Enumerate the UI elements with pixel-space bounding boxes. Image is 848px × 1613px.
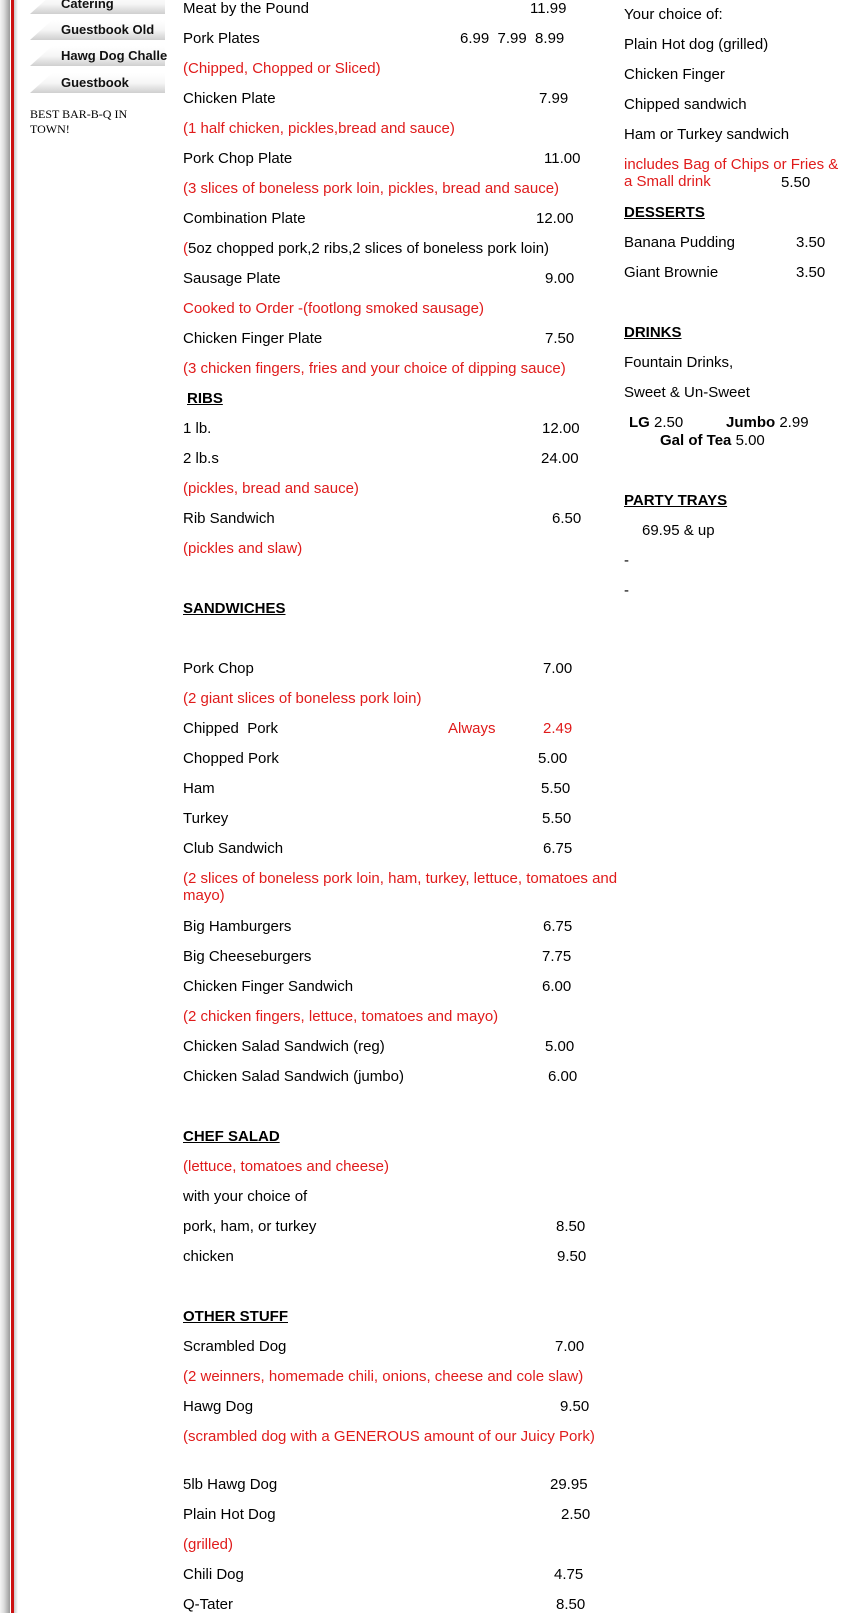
item-price: 9.50 bbox=[560, 1398, 590, 1415]
section-heading-ribs: RIBS bbox=[187, 390, 223, 407]
item-name: Chicken Finger Sandwich bbox=[183, 978, 354, 995]
always-label: Always bbox=[448, 720, 496, 737]
item-price: 3.50 bbox=[796, 264, 826, 281]
item-note: Cooked to Order -(footlong smoked sausage) bbox=[183, 300, 484, 317]
party-trays-price: 69.95 & up bbox=[642, 522, 715, 539]
section-heading-desserts: DESSERTS bbox=[624, 204, 705, 221]
drink-size-lg bbox=[629, 414, 683, 431]
item-note: (pickles and slaw) bbox=[183, 540, 303, 557]
item-name: Chicken Plate bbox=[183, 90, 276, 107]
item-name: Pork Plates bbox=[183, 30, 260, 47]
item-note: (3 chicken fingers, fries and your choice of dipping sauce) bbox=[183, 360, 566, 377]
item-name: Sausage Plate bbox=[183, 270, 281, 287]
includes-note: includes Bag of Chips or Fries & a Small drink bbox=[624, 156, 839, 190]
item-price: 7.50 bbox=[545, 330, 575, 347]
choice-item: Chipped sandwich bbox=[624, 96, 747, 113]
item-price: 11.00 bbox=[544, 150, 581, 167]
item-note: (Chipped, Chopped or Sliced) bbox=[183, 60, 381, 77]
item-name: Pork Chop bbox=[183, 660, 254, 677]
drink-size-jumbo bbox=[726, 414, 809, 431]
item-note: (grilled) bbox=[183, 1536, 234, 1553]
item-name: Combination Plate bbox=[183, 210, 306, 227]
item-price: 12.00 bbox=[536, 210, 574, 227]
item-price: 5.00 bbox=[545, 1038, 575, 1055]
item-price: 29.95 bbox=[550, 1476, 588, 1493]
includes-price: 5.50 bbox=[781, 174, 811, 191]
item-note: (3 slices of boneless pork loin, pickles, bread and sauce) bbox=[183, 180, 560, 197]
size-label: LG bbox=[629, 414, 650, 431]
item-price: 6.50 bbox=[552, 510, 582, 527]
item-price: 4.75 bbox=[554, 1566, 584, 1583]
item-name: Club Sandwich bbox=[183, 840, 284, 857]
item-price: 9.00 bbox=[545, 270, 575, 287]
dash-text: - bbox=[624, 552, 629, 569]
nav-guestbook[interactable] bbox=[30, 73, 165, 93]
nav-guestbook-old[interactable] bbox=[30, 20, 165, 40]
item-note: (2 weinners, homemade chili, onions, cheese and cole slaw) bbox=[183, 1368, 584, 1385]
size-price: 2.50 bbox=[654, 414, 684, 431]
item-name: pork, ham, or turkey bbox=[183, 1218, 317, 1235]
item-name: 1 lb. bbox=[183, 420, 212, 437]
nav-catering[interactable] bbox=[30, 0, 165, 14]
item-name: Chicken Finger Plate bbox=[183, 330, 323, 347]
note-text: 5oz chopped pork,2 ribs,2 slices of boneless pork loin) bbox=[188, 240, 550, 257]
item-price: 7.99 bbox=[539, 90, 569, 107]
item-price: 3.50 bbox=[796, 234, 826, 251]
choice-heading: Your choice of: bbox=[624, 6, 723, 23]
item-note: (lettuce, tomatoes and cheese) bbox=[183, 1158, 389, 1175]
size-price: 2.99 bbox=[779, 414, 809, 431]
item-note: (2 chicken fingers, lettuce, tomatoes and mayo) bbox=[183, 1008, 499, 1025]
item-note: (scrambled dog with a GENEROUS amount of our Juicy Pork) bbox=[183, 1428, 595, 1445]
choice-text: with your choice of bbox=[183, 1188, 308, 1205]
section-heading-other-stuff: OTHER STUFF bbox=[183, 1308, 288, 1325]
nav-hawg-dog-challenge[interactable] bbox=[30, 46, 168, 66]
item-name: Big Hamburgers bbox=[183, 918, 292, 935]
item-price: 6.99 7.99 8.99 bbox=[460, 30, 565, 47]
section-heading-party-trays: PARTY TRAYS bbox=[624, 492, 728, 509]
nav-label: Catering bbox=[61, 0, 114, 11]
item-name: chicken bbox=[183, 1248, 234, 1265]
left-border-shadow bbox=[14, 0, 18, 1613]
item-price: 5.50 bbox=[542, 810, 572, 827]
nav-label: Hawg Dog Challe bbox=[61, 48, 168, 63]
left-border-decoration bbox=[0, 0, 10, 1613]
item-note: (2 slices of boneless pork loin, ham, turkey, lettuce, tomatoes and mayo) bbox=[183, 870, 618, 904]
item-price: 11.99 bbox=[530, 0, 567, 17]
item-price: 24.00 bbox=[541, 450, 579, 467]
item-name: 2 lb.s bbox=[183, 450, 219, 467]
item-name: Giant Brownie bbox=[624, 264, 719, 281]
site-tagline: BEST BAR-B-Q IN TOWN! bbox=[30, 107, 128, 136]
item-name: Big Cheeseburgers bbox=[183, 948, 312, 965]
item-price: 5.50 bbox=[541, 780, 571, 797]
item-price: 5.00 bbox=[538, 750, 568, 767]
section-heading-sandwiches: SANDWICHES bbox=[183, 600, 286, 617]
item-price: 6.00 bbox=[542, 978, 572, 995]
item-note bbox=[183, 240, 549, 257]
size-label: Gal of Tea bbox=[660, 432, 732, 449]
drinks-line: Sweet & Un-Sweet bbox=[624, 384, 750, 401]
size-label: Jumbo bbox=[726, 414, 776, 431]
item-name: Hawg Dog bbox=[183, 1398, 254, 1415]
nav-label: Guestbook bbox=[61, 75, 129, 90]
choice-item: Plain Hot dog (grilled) bbox=[624, 36, 769, 53]
item-price: 12.00 bbox=[542, 420, 580, 437]
choice-item: Ham or Turkey sandwich bbox=[624, 126, 790, 143]
item-price: 6.00 bbox=[548, 1068, 578, 1085]
item-name: Chicken Salad Sandwich (jumbo) bbox=[183, 1068, 404, 1085]
size-price: 5.00 bbox=[735, 432, 765, 449]
section-heading-drinks: DRINKS bbox=[624, 324, 682, 341]
item-name: Ham bbox=[183, 780, 215, 797]
item-name: Chili Dog bbox=[183, 1566, 244, 1583]
section-heading-chef-salad: CHEF SALAD bbox=[183, 1128, 280, 1145]
item-price: 8.50 bbox=[556, 1596, 586, 1613]
drinks-line: Fountain Drinks, bbox=[624, 354, 734, 371]
item-note: (1 half chicken, pickles,bread and sauce) bbox=[183, 120, 455, 137]
item-name: Rib Sandwich bbox=[183, 510, 275, 527]
item-name: Meat by the Pound bbox=[183, 0, 309, 17]
nav-label: Guestbook Old bbox=[61, 22, 155, 37]
item-name: Scrambled Dog bbox=[183, 1338, 287, 1355]
dash-text: - bbox=[624, 582, 629, 599]
item-name: Chipped Pork bbox=[183, 720, 279, 737]
item-name: Turkey bbox=[183, 810, 229, 827]
item-price: 7.75 bbox=[542, 948, 572, 965]
item-name: Chicken Salad Sandwich (reg) bbox=[183, 1038, 385, 1055]
item-note: (pickles, bread and sauce) bbox=[183, 480, 359, 497]
item-name: Banana Pudding bbox=[624, 234, 735, 251]
item-price: 6.75 bbox=[543, 840, 573, 857]
drink-size-gal-tea bbox=[660, 432, 765, 449]
item-price: 7.00 bbox=[543, 660, 573, 677]
item-name: Chopped Pork bbox=[183, 750, 279, 767]
item-price: 8.50 bbox=[556, 1218, 586, 1235]
item-name: 5lb Hawg Dog bbox=[183, 1476, 278, 1493]
item-price: 6.75 bbox=[543, 918, 573, 935]
item-name: Pork Chop Plate bbox=[183, 150, 293, 167]
item-price: 9.50 bbox=[557, 1248, 587, 1265]
item-name: Q-Tater bbox=[183, 1596, 234, 1613]
item-price: 7.00 bbox=[555, 1338, 585, 1355]
item-name: Plain Hot Dog bbox=[183, 1506, 276, 1523]
choice-item: Chicken Finger bbox=[624, 66, 725, 83]
item-note: (2 giant slices of boneless pork loin) bbox=[183, 690, 422, 707]
item-price: 2.49 bbox=[543, 720, 573, 737]
note-paren: ( bbox=[183, 240, 188, 257]
item-price: 2.50 bbox=[561, 1506, 591, 1523]
